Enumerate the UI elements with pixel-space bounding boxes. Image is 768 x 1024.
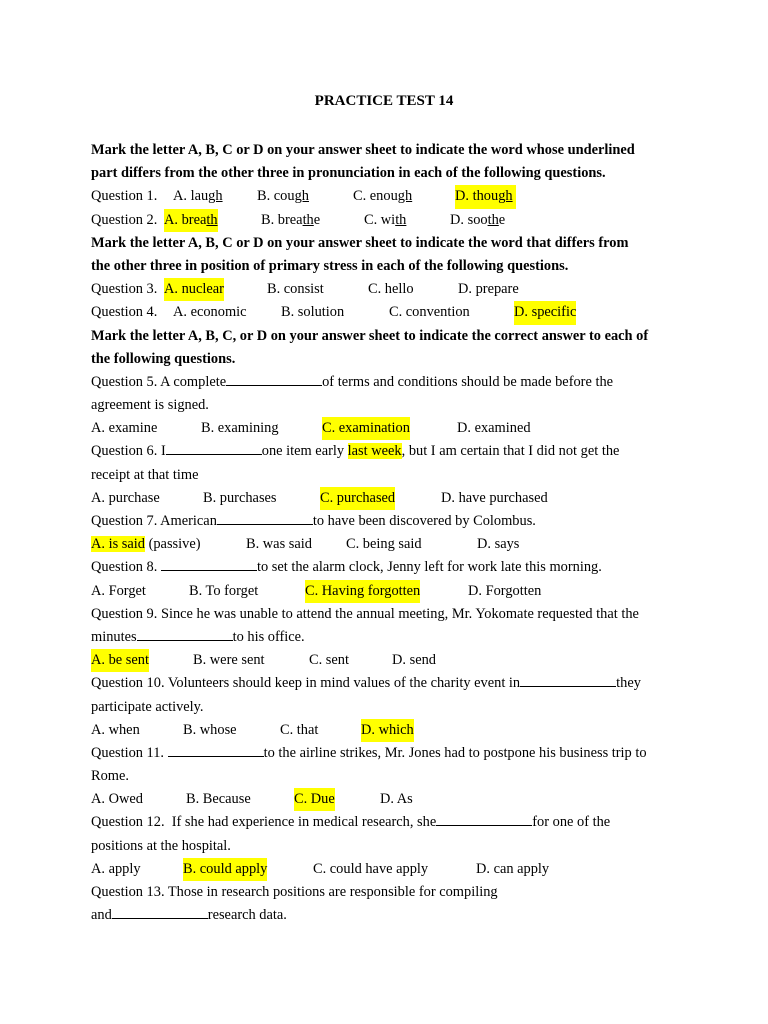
question-9-option-b: B. were sent <box>193 652 265 669</box>
question-11-option-d: D. As <box>380 791 413 808</box>
question-7-option-c: C. being said <box>346 536 422 553</box>
question-6-option-c-answer: C. purchased <box>320 487 395 510</box>
question-11-options <box>91 788 691 811</box>
section-2-instruction-line-1: Mark the letter A, B, C or D on your answer sheet to indicate the word that differs from <box>91 234 629 251</box>
question-1-option-b: B. cough <box>257 188 309 205</box>
question-1-option-c: C. enough <box>353 188 413 205</box>
question-3-option-a-answer: A. nuclear <box>164 278 224 301</box>
question-8-option-a: A. Forget <box>91 582 146 599</box>
question-6-stem-line-2: receipt at that time <box>91 466 199 483</box>
answer-blank <box>436 811 532 826</box>
question-10-option-b: B. whose <box>183 721 237 738</box>
question-4-option-d-answer: D. specific <box>514 301 576 324</box>
question-6-option-b: B. purchases <box>203 489 277 506</box>
question-8-option-d: D. Forgotten <box>468 582 542 599</box>
question-4 <box>91 301 691 324</box>
test-content <box>91 139 691 927</box>
question-12-stem: Question 12. If she had experience in medical research, she for one of the <box>91 811 691 834</box>
answer-blank <box>166 440 262 455</box>
answer-blank <box>168 742 264 757</box>
question-6-options <box>91 487 691 510</box>
question-8-stem: Question 8. to set the alarm clock, Jenny left for work late this morning. <box>91 556 691 579</box>
question-7-option-d: D. says <box>477 536 520 553</box>
question-3-option-c: C. hello <box>368 281 414 298</box>
question-11-option-a: A. Owed <box>91 791 143 808</box>
question-2-option-d: D. soothe <box>450 211 506 228</box>
question-6-highlight: last week <box>347 443 402 460</box>
question-1 <box>91 185 691 208</box>
question-7-stem: Question 7. American to have been discovered by Colombus. <box>91 510 691 533</box>
section-1-instruction-line-1: Mark the letter A, B, C or D on your answer sheet to indicate the word whose underlined <box>91 142 635 158</box>
question-1-prefix: Question 1. <box>91 188 158 205</box>
question-11-stem: Question 11. to the airline strikes, Mr. Jones had to postpone his business trip to <box>91 742 691 765</box>
question-11-option-c-answer: C. Due <box>294 788 335 811</box>
question-1-option-a: A. laugh <box>173 188 223 205</box>
question-2-prefix: Question 2. <box>91 211 158 228</box>
question-12-options <box>91 858 691 881</box>
question-5-options <box>91 417 691 440</box>
question-6-stem: Question 6. I one item early last week, but I am certain that I did not get the <box>91 440 691 463</box>
question-10-option-a: A. when <box>91 721 140 738</box>
section-2-instruction-line-2: the other three in position of primary stress in each of the following questions. <box>91 257 569 274</box>
question-2 <box>91 209 691 232</box>
question-7-options <box>91 533 691 556</box>
question-1-option-d-answer: D. though <box>455 185 516 208</box>
question-9-option-c: C. sent <box>309 652 349 669</box>
question-2-option-c: C. with <box>364 211 407 228</box>
question-11-option-b: B. Because <box>186 791 251 808</box>
question-3-option-d: D. prepare <box>458 281 519 298</box>
question-10-option-d-answer: D. which <box>361 719 414 742</box>
question-7-option-b: B. was said <box>246 536 312 553</box>
question-9-option-a-answer: A. be sent <box>91 649 149 672</box>
answer-blank <box>217 510 313 525</box>
question-8-option-c-answer: C. Having forgotten <box>305 580 420 603</box>
question-5-stem-line-2: agreement is signed. <box>91 397 209 414</box>
question-2-option-b: B. breathe <box>261 211 321 228</box>
question-12-option-c: C. could have apply <box>313 860 429 877</box>
question-10-options <box>91 719 691 742</box>
question-7-option-a-answer: A. is said (passive) <box>91 536 201 553</box>
answer-blank <box>226 371 322 386</box>
question-8-options <box>91 580 691 603</box>
question-9-stem-line-2: minutes to his office. <box>91 626 691 649</box>
question-3-prefix: Question 3. <box>91 281 158 298</box>
question-4-option-b: B. solution <box>281 304 345 321</box>
answer-blank <box>520 672 616 687</box>
section-3-instruction-line-2: the following questions. <box>91 350 236 367</box>
question-12-option-a: A. apply <box>91 860 141 877</box>
question-9-options <box>91 649 691 672</box>
question-5-option-a: A. examine <box>91 420 158 437</box>
question-4-option-a: A. economic <box>173 304 247 321</box>
question-3 <box>91 278 691 301</box>
question-5-stem: Question 5. A complete of terms and conditions should be made before the <box>91 371 691 394</box>
question-5-option-c-answer: C. examination <box>322 417 410 440</box>
answer-blank <box>137 626 233 641</box>
question-6-option-a: A. purchase <box>91 489 160 506</box>
question-4-option-c: C. convention <box>389 304 470 321</box>
question-13-stem: Question 13. Those in research positions are responsible for compiling <box>91 884 498 900</box>
page-title: PRACTICE TEST 14 <box>314 93 454 109</box>
question-12-option-b-answer: B. could apply <box>183 858 267 881</box>
question-10-stem: Question 10. Volunteers should keep in mind values of the charity event in they <box>91 672 691 695</box>
question-5-option-b: B. examining <box>201 420 279 437</box>
question-9-option-d: D. send <box>392 652 436 669</box>
question-5-option-d: D. examined <box>457 420 531 437</box>
question-6-option-d: D. have purchased <box>441 489 548 506</box>
question-10-stem-line-2: participate actively. <box>91 698 204 715</box>
question-4-prefix: Question 4. <box>91 304 158 321</box>
question-13-stem-line-2: and research data. <box>91 904 691 927</box>
section-3-instruction-line-1: Mark the letter A, B, C, or D on your answer sheet to indicate the correct answer to each of <box>91 327 649 344</box>
section-1-instruction-line-2: part differs from the other three in pronunciation in each of the following questions. <box>91 165 606 182</box>
question-2-option-a-answer: A. breath <box>164 209 218 232</box>
answer-blank <box>161 556 257 571</box>
question-11-stem-line-2: Rome. <box>91 768 129 785</box>
question-10-option-c: C. that <box>280 721 319 738</box>
question-9-stem: Question 9. Since he was unable to attend the annual meeting, Mr. Yokomate requested that the <box>91 605 639 622</box>
question-12-stem-line-2: positions at the hospital. <box>91 837 231 854</box>
question-3-option-b: B. consist <box>267 281 324 298</box>
question-12-option-d: D. can apply <box>476 860 550 877</box>
answer-blank <box>112 904 208 919</box>
question-8-option-b: B. To forget <box>189 582 259 599</box>
